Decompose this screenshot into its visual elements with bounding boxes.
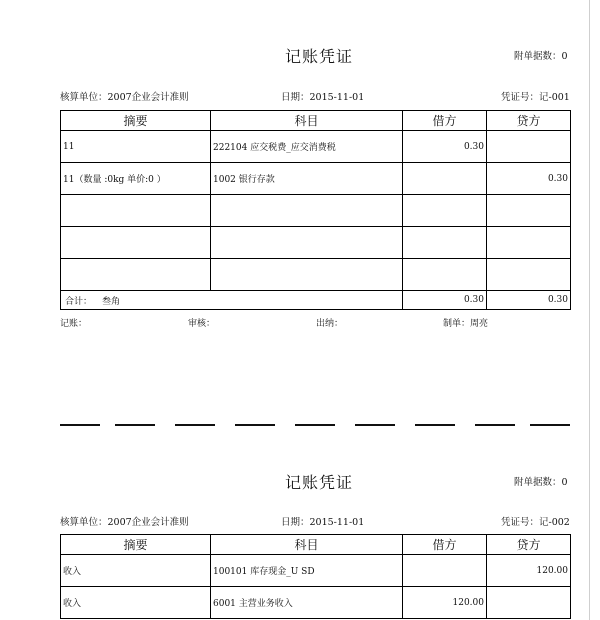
table-row xyxy=(61,131,571,163)
table-row xyxy=(61,587,571,619)
voucher-table xyxy=(60,110,571,310)
row-credit: 120.00 xyxy=(487,555,571,587)
row-summary xyxy=(61,259,211,291)
cut-line-segment xyxy=(115,424,155,426)
row-credit xyxy=(487,195,571,227)
header-account: 科目 xyxy=(211,535,403,555)
row-account: 222104 应交税费_应交消费税 xyxy=(211,131,403,163)
row-credit xyxy=(487,227,571,259)
header-account: 科目 xyxy=(211,111,403,131)
attachments-count: 附单据数：0 xyxy=(514,51,568,62)
page-edge xyxy=(589,0,590,620)
row-summary: 收入 xyxy=(61,587,211,619)
row-account xyxy=(211,227,403,259)
table-row xyxy=(61,555,571,587)
cut-line-segment xyxy=(355,424,395,426)
header-debit: 借方 xyxy=(403,111,487,131)
voucher-date: 日期：2015-11-01 xyxy=(281,517,365,528)
voucher-title: 记账凭证 xyxy=(285,47,354,66)
cut-line-segment xyxy=(295,424,335,426)
row-account: 6001 主营业务收入 xyxy=(211,587,403,619)
cashier-signature: 出纳： xyxy=(316,319,344,329)
total-label-cell xyxy=(61,291,403,310)
row-account: 1002 银行存款 xyxy=(211,163,403,195)
cut-line-segment xyxy=(175,424,215,426)
cut-line-segment xyxy=(415,424,455,426)
row-account: 100101 库存现金_U SD xyxy=(211,555,403,587)
table-header-row xyxy=(61,111,571,131)
table-row xyxy=(61,195,571,227)
total-label: 合计： xyxy=(65,296,93,307)
total-in-words: 叁角 xyxy=(102,296,121,307)
accounting-unit: 核算单位：2007企业会计准则 xyxy=(60,92,189,103)
voucher-title: 记账凭证 xyxy=(285,473,354,492)
voucher-number: 凭证号：记-002 xyxy=(501,517,570,528)
total-row xyxy=(61,291,571,310)
accounting-unit: 核算单位：2007企业会计准则 xyxy=(60,517,189,528)
row-credit: 0.30 xyxy=(487,163,571,195)
row-credit xyxy=(487,131,571,163)
total-debit: 0.30 xyxy=(403,291,487,310)
cut-line-segment xyxy=(60,424,100,426)
header-debit: 借方 xyxy=(403,535,487,555)
row-debit: 0.30 xyxy=(403,131,487,163)
row-debit: 120.00 xyxy=(403,587,487,619)
reviewer-signature: 审核： xyxy=(188,319,216,329)
voucher-number: 凭证号：记-001 xyxy=(501,92,570,103)
row-summary: 11 xyxy=(61,131,211,163)
header-credit: 贷方 xyxy=(487,111,571,131)
row-credit xyxy=(487,587,571,619)
cut-line-segment xyxy=(475,424,515,426)
row-debit xyxy=(403,163,487,195)
cut-line-segment xyxy=(235,424,275,426)
table-header-row xyxy=(61,535,571,555)
row-summary: 11（数量 :0kg 单价:0 ） xyxy=(61,163,211,195)
row-summary xyxy=(61,195,211,227)
voucher-table xyxy=(60,534,571,619)
row-credit xyxy=(487,259,571,291)
preparer-signature: 制单：周亮 xyxy=(443,319,489,329)
row-debit xyxy=(403,555,487,587)
header-summary: 摘要 xyxy=(61,535,211,555)
row-debit xyxy=(403,195,487,227)
row-summary xyxy=(61,227,211,259)
header-summary: 摘要 xyxy=(61,111,211,131)
voucher-date: 日期：2015-11-01 xyxy=(281,92,365,103)
attachments-count: 附单据数：0 xyxy=(514,477,568,488)
row-summary: 收入 xyxy=(61,555,211,587)
total-credit: 0.30 xyxy=(487,291,571,310)
cut-line-segment xyxy=(530,424,570,426)
table-row xyxy=(61,163,571,195)
table-row xyxy=(61,259,571,291)
header-credit: 贷方 xyxy=(487,535,571,555)
table-row xyxy=(61,227,571,259)
bookkeeper-signature: 记账： xyxy=(60,319,88,329)
row-debit xyxy=(403,259,487,291)
row-debit xyxy=(403,227,487,259)
row-account xyxy=(211,259,403,291)
row-account xyxy=(211,195,403,227)
